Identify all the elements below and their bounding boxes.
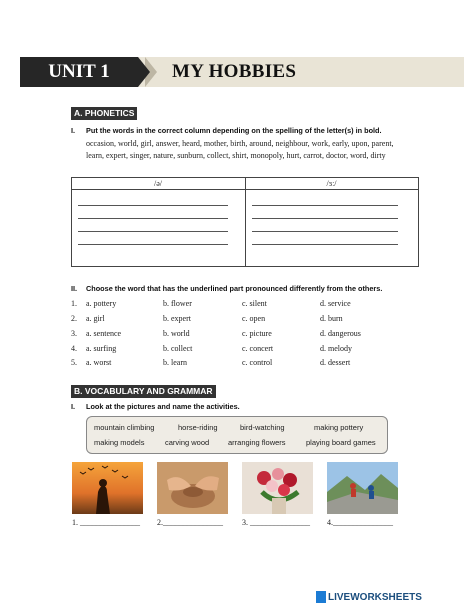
option-b[interactable]: b. flower bbox=[163, 299, 192, 308]
activity-word-box bbox=[86, 416, 388, 454]
option-b[interactable]: b. learn bbox=[163, 358, 187, 367]
option-a[interactable]: a. sentence bbox=[86, 329, 122, 338]
question-number: 4. bbox=[71, 344, 77, 353]
option-c[interactable]: c. open bbox=[242, 314, 266, 323]
answer-line-col2[interactable] bbox=[252, 244, 398, 245]
unit-title: MY HOBBIES bbox=[172, 61, 297, 82]
option-c[interactable]: c. picture bbox=[242, 329, 272, 338]
answer-line-col2[interactable] bbox=[252, 218, 398, 219]
mountain-climbing-picture bbox=[327, 462, 398, 514]
arranging-flowers-picture bbox=[242, 462, 313, 514]
question-number: 3. bbox=[71, 329, 77, 338]
option-a[interactable]: a. pottery bbox=[86, 299, 117, 308]
part1-number: I. bbox=[71, 126, 76, 135]
phonetics-word-list: occasion, world, girl, answer, heard, mother, birth, around, neighbour, work, early, upon, parent, learn, expert, singer, nature, sunburn, collect, shirt, monopoly, hurt, carrot, doctor, word, dirty bbox=[86, 139, 394, 160]
answer-blank-1[interactable]: 1. _______________ bbox=[72, 518, 140, 527]
option-d[interactable]: d. burn bbox=[320, 314, 343, 323]
liveworksheets-logo-icon bbox=[316, 591, 326, 603]
answer-blank-2[interactable]: 2._______________ bbox=[157, 518, 223, 527]
part1-instruction: Put the words in the correct column depending on the spelling of the letter(s) in bold. bbox=[86, 126, 382, 135]
table-header-line bbox=[71, 189, 418, 190]
word-box-item: making models bbox=[94, 438, 145, 447]
question-number: 5. bbox=[71, 358, 77, 367]
option-d[interactable]: d. service bbox=[320, 299, 351, 308]
word-box-item: playing board games bbox=[306, 438, 376, 447]
answer-line-col1[interactable] bbox=[78, 244, 228, 245]
partB1-instruction: Look at the pictures and name the activities. bbox=[86, 402, 240, 411]
word-box-item: arranging flowers bbox=[228, 438, 286, 447]
option-c[interactable]: c. silent bbox=[242, 299, 267, 308]
answer-line-col1[interactable] bbox=[78, 218, 228, 219]
making-pottery-picture bbox=[157, 462, 228, 514]
partB1-number: I. bbox=[71, 402, 76, 411]
option-c[interactable]: c. concert bbox=[242, 344, 274, 353]
section-a-heading: A. PHONETICS bbox=[71, 107, 137, 120]
option-d[interactable]: d. dessert bbox=[320, 358, 351, 367]
part2-number: II. bbox=[71, 284, 78, 293]
bird-watching-picture bbox=[72, 462, 143, 514]
part2-instruction: Choose the word that has the underlined part pronounced differently from the others. bbox=[86, 284, 383, 293]
option-b[interactable]: b. collect bbox=[163, 344, 193, 353]
answer-line-col1[interactable] bbox=[78, 231, 228, 232]
question-number: 1. bbox=[71, 299, 77, 308]
word-box-item: horse-riding bbox=[178, 423, 218, 432]
answer-line-col2[interactable] bbox=[252, 231, 398, 232]
word-box-item: carving wood bbox=[165, 438, 210, 447]
column-schwa-header: /ə/ bbox=[154, 179, 162, 188]
word-box-item: bird-watching bbox=[240, 423, 285, 432]
option-a[interactable]: a. surfing bbox=[86, 344, 117, 353]
option-c[interactable]: c. control bbox=[242, 358, 273, 367]
answer-blank-4[interactable]: 4._______________ bbox=[327, 518, 393, 527]
option-a[interactable]: a. worst bbox=[86, 358, 112, 367]
header-arrow bbox=[138, 57, 150, 87]
section-b-heading: B. VOCABULARY AND GRAMMAR bbox=[71, 385, 216, 398]
table-divider bbox=[245, 177, 246, 266]
question-number: 2. bbox=[71, 314, 77, 323]
option-b[interactable]: b. world bbox=[163, 329, 190, 338]
option-b[interactable]: b. expert bbox=[163, 314, 191, 323]
answer-line-col1[interactable] bbox=[78, 205, 228, 206]
word-box-item: mountain climbing bbox=[94, 423, 155, 432]
word-box-item: making pottery bbox=[314, 423, 364, 432]
answer-line-col2[interactable] bbox=[252, 205, 398, 206]
column-er-header: /ɜː/ bbox=[326, 179, 337, 188]
option-a[interactable]: a. girl bbox=[86, 314, 105, 323]
answer-blank-3[interactable]: 3. _______________ bbox=[242, 518, 310, 527]
liveworksheets-logo: LIVEWORKSHEETS bbox=[328, 592, 422, 603]
option-d[interactable]: d. melody bbox=[320, 344, 352, 353]
option-d[interactable]: d. dangerous bbox=[320, 329, 361, 338]
unit-label: UNIT 1 bbox=[48, 61, 110, 82]
